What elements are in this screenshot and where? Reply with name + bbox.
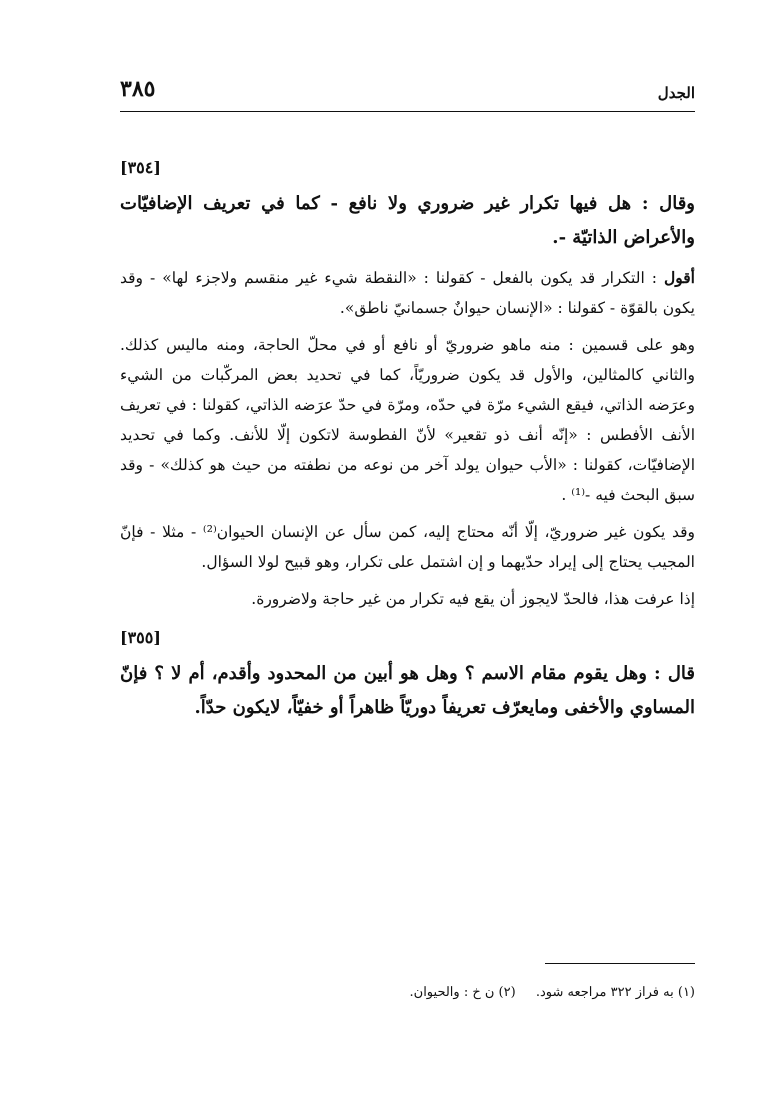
chapter-title: الجدل — [657, 84, 695, 102]
paragraph-conclusion: إذا عرفت هذا، فالحدّ لايجوز أن يقع فيه تكرار من غير حاجة ولاضرورة. — [251, 590, 695, 608]
question-lead: وقال — [659, 193, 695, 214]
paragraph-non-necessary: وقد يكون غير ضروريّ، إلّا أنّه محتاج إليه، كمن سأل عن الإنسان الحيوان⁽²⁾ - مثلا - فإنّ المجيب يحتاج إلى إيراد حدّيهما و إن اشتمل على تكرار، وهو قبيح لولا السؤال. — [120, 523, 696, 571]
header-rule — [120, 111, 695, 112]
answer-lead: أقول — [664, 268, 695, 287]
section-number-354: [٣٥٤] — [120, 158, 161, 177]
footnote-rule — [545, 963, 695, 964]
question-text-355: : وهل يقوم مقام الاسم ؟ وهل هو أبين من المحدود وأقدم، أم لا ؟ فإنّ المساوي والأخفى ومايعرّف تعريفاً دوريّاً ظاهراً أو خفيّاً، لايكون حدّاً. — [120, 663, 695, 718]
answer-paragraph — [120, 263, 695, 323]
question-text: : هل فيها تكرار غير ضروري ولا نافع - كما في تعريف الإضافيّات والأعراض الذاتيّة -. — [120, 193, 695, 248]
running-header — [120, 76, 695, 110]
paragraph-two-kinds: وهو على قسمين : منه ماهو ضروريّ أو نافع أو في محلّ الحاجة، ومنه ماليس كذلك. والثاني كالمثالين، والأول قد يكون ضروريّاً، كما في تحديد بعض المركّبات من الشيء وعرَضه الذاتي، فيقع الشيء مرّة في حدّه، ومرّة في حدّ عرَضه الذاتي، كقولنا : في تعريف الأنف الأفطس : «إنّه أنف ذو تقعير» لأنّ الفطوسة لاتكون إلّا للأنف. وكما في تحديد الإضافيّات، كقولنا : «الأب حيوان يولد آخر من نوعه من نطفته من حيث هو كذلك» - وقد سبق البحث فيه -⁽¹⁾ . — [120, 336, 695, 504]
section-number-355: [٣٥٥] — [120, 628, 161, 647]
question-lead-355: قال — [667, 663, 695, 684]
footnotes — [200, 985, 695, 1000]
page-number: ٣٨٥ — [120, 76, 156, 102]
footnote-2: (٢) ن خ : والحيوان. — [409, 985, 516, 1000]
main-text — [120, 158, 695, 733]
question-paragraph — [120, 187, 695, 255]
footnote-1: (١) به فراز ٣٢٢ مراجعه شود. — [535, 985, 695, 1000]
answer-text: : التكرار قد يكون بالفعل - كقولنا : «النقطة شيء غير منقسم ولاجزء لها» - وقد يكون بالقوّة - كقولنا : «الإنسان حيوانٌ جسمانيّ ناطق». — [120, 269, 695, 317]
question-paragraph-355 — [120, 657, 695, 725]
